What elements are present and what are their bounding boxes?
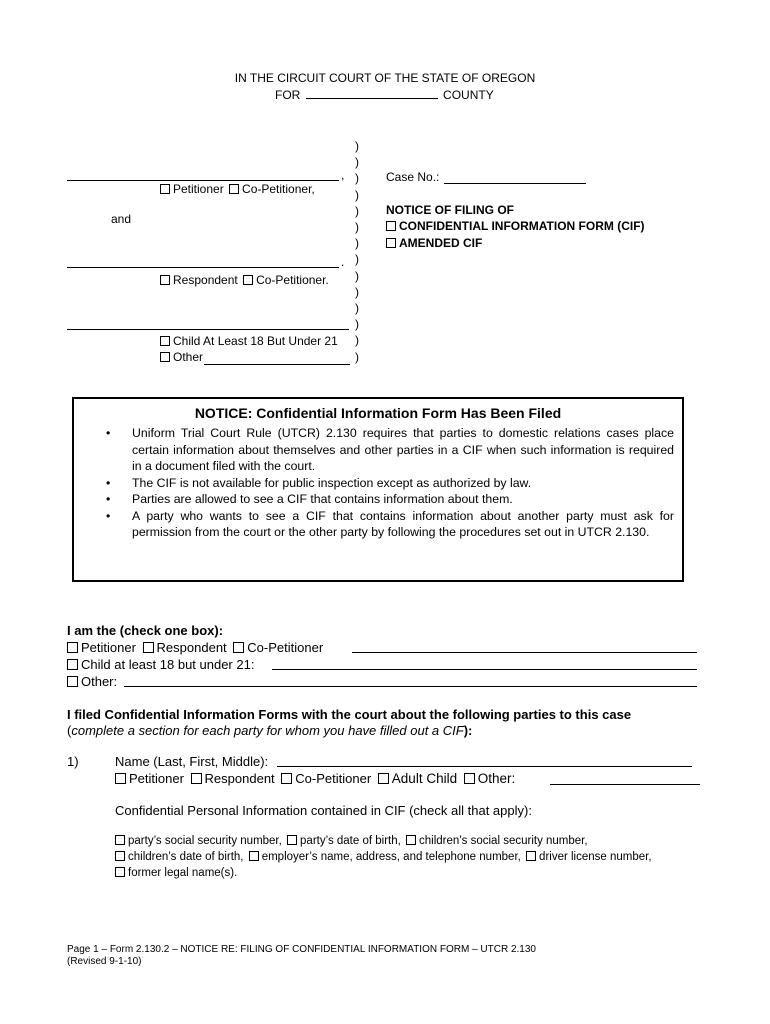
- party-name-line[interactable]: [277, 766, 692, 767]
- party-co-petitioner-label: Co-Petitioner: [295, 771, 372, 786]
- paren: ): [355, 171, 359, 186]
- child-option: [160, 334, 338, 348]
- petitioner-checkbox[interactable]: [160, 184, 170, 194]
- notice-item-text: A party who wants to see a CIF that contains information about another party must ask for permission from the court or the other party by following the procedures set out in UTCR 2.130.: [132, 508, 674, 539]
- party-co-petitioner-checkbox[interactable]: [281, 773, 292, 784]
- bullet-icon: •: [106, 508, 111, 523]
- court-heading: IN THE CIRCUIT COURT OF THE STATE OF OREGON: [234, 71, 536, 85]
- amended-cif-label: AMENDED CIF: [399, 236, 483, 250]
- cif-checkbox[interactable]: [386, 221, 396, 231]
- cpi-label: Confidential Personal Information contained in CIF (check all that apply):: [115, 803, 532, 818]
- party-other-line[interactable]: [550, 784, 700, 785]
- i-am-name-line[interactable]: [352, 652, 697, 653]
- cpi-row-3: [115, 867, 237, 879]
- paren: ): [355, 236, 359, 251]
- notice-list: [106, 425, 674, 541]
- respondent-checkbox[interactable]: [160, 275, 170, 285]
- paren: ): [355, 252, 359, 267]
- notice-item: [106, 425, 674, 475]
- open-paren: (: [67, 723, 72, 738]
- instruction-italic: complete a section for each party for whom you have filled out a CIF: [71, 723, 464, 738]
- dob-label: party’s date of birth,: [300, 835, 401, 847]
- party-name-label: Name (Last, First, Middle):: [115, 754, 269, 769]
- petitioner-options: [160, 182, 315, 196]
- child-ssn-label: children’s social security number,: [419, 835, 588, 847]
- child-dob-label: children’s date of birth,: [128, 851, 244, 863]
- paren: ): [355, 284, 359, 299]
- and-label: and: [111, 212, 132, 226]
- filed-instruction: [67, 722, 472, 739]
- paren: ): [355, 349, 359, 364]
- license-checkbox[interactable]: [526, 851, 536, 861]
- i-am-other-label: Other:: [81, 674, 118, 689]
- i-am-respondent-checkbox[interactable]: [143, 642, 154, 653]
- footer-form-info: Page 1 – Form 2.130.2 – NOTICE RE: FILING OF CONFIDENTIAL INFORMATION FORM – UTCR 2.130: [67, 944, 536, 955]
- child-checkbox[interactable]: [160, 336, 170, 346]
- paren: ): [355, 301, 359, 316]
- caption-parens: [355, 138, 365, 365]
- county-suffix: COUNTY: [443, 88, 494, 102]
- notice-item: [106, 475, 674, 492]
- i-am-other-line[interactable]: [124, 686, 697, 687]
- child-label: Child At Least 18 But Under 21: [173, 334, 338, 348]
- cpi-row-1: [115, 835, 588, 847]
- respondent-name-line[interactable]: [67, 267, 339, 268]
- cpi-row-2: [115, 851, 652, 863]
- paren: ): [355, 220, 359, 235]
- party-number: 1): [67, 754, 79, 769]
- i-am-child-option: [67, 656, 254, 673]
- paren: ): [355, 203, 359, 218]
- filed-heading: I filed Confidential Information Forms with the court about the following parties to this case: [67, 707, 632, 722]
- case-number-input[interactable]: [444, 183, 586, 184]
- caption-comma: ,: [341, 168, 345, 182]
- party-role-options: [115, 770, 515, 787]
- i-am-petitioner-label: Petitioner: [81, 640, 136, 655]
- i-am-co-petitioner-label: Co-Petitioner: [247, 640, 324, 655]
- co-petitioner2-checkbox[interactable]: [243, 275, 253, 285]
- child-ssn-checkbox[interactable]: [406, 835, 416, 845]
- paren: ): [355, 268, 359, 283]
- amended-cif-option: [386, 236, 482, 250]
- paren: ): [355, 317, 359, 332]
- county-input[interactable]: [306, 89, 438, 99]
- co-petitioner-label: Co-Petitioner,: [242, 182, 315, 196]
- close-paren: ):: [463, 723, 473, 738]
- petitioner-label: Petitioner: [173, 182, 224, 196]
- i-am-other-checkbox[interactable]: [67, 676, 78, 687]
- child-dob-checkbox[interactable]: [115, 851, 125, 861]
- footer-revised: (Revised 9-1-10): [67, 956, 142, 967]
- i-am-co-petitioner-checkbox[interactable]: [233, 642, 244, 653]
- paren: ): [355, 155, 359, 170]
- i-am-child-line[interactable]: [272, 669, 697, 670]
- i-am-child-label: Child at least 18 but under 21:: [81, 657, 255, 672]
- respondent-label: Respondent: [173, 273, 238, 287]
- i-am-petitioner-checkbox[interactable]: [67, 642, 78, 653]
- bullet-icon: •: [106, 492, 111, 506]
- ssn-checkbox[interactable]: [115, 835, 125, 845]
- respondent-options: [160, 273, 329, 287]
- party-respondent-checkbox[interactable]: [191, 773, 202, 784]
- notice-item: [106, 491, 674, 508]
- notice-item-text: The CIF is not available for public inspection except as authorized by law.: [132, 475, 532, 490]
- county-line: [275, 88, 494, 102]
- child-name-line[interactable]: [67, 329, 349, 330]
- party-adult-child-label: Adult Child: [391, 771, 458, 786]
- paren: ): [355, 187, 359, 202]
- party-petitioner-label: Petitioner: [129, 771, 184, 786]
- case-number: [386, 170, 439, 184]
- other-option: [160, 350, 203, 364]
- notice-item-text: Parties are allowed to see a CIF that contains information about them.: [132, 492, 513, 506]
- former-name-checkbox[interactable]: [115, 867, 125, 877]
- i-am-heading: I am the (check one box):: [67, 623, 224, 638]
- cif-option: [386, 219, 645, 233]
- notice-of-filing-title: NOTICE OF FILING OF: [386, 203, 514, 217]
- co-petitioner-checkbox[interactable]: [229, 184, 239, 194]
- caption-period: .: [341, 255, 345, 269]
- party-adult-child-checkbox[interactable]: [378, 773, 389, 784]
- i-am-respondent-label: Respondent: [156, 640, 227, 655]
- amended-cif-checkbox[interactable]: [386, 238, 396, 248]
- i-am-options: [67, 639, 323, 656]
- other-input-line[interactable]: [204, 364, 350, 365]
- co-petitioner2-label: Co-Petitioner.: [256, 273, 329, 287]
- notice-box: [72, 397, 684, 582]
- county-prefix: FOR: [275, 88, 301, 102]
- party-petitioner-checkbox[interactable]: [115, 773, 126, 784]
- paren: ): [355, 333, 359, 348]
- cif-option-label: CONFIDENTIAL INFORMATION FORM (CIF): [399, 219, 645, 233]
- paren: ): [355, 139, 359, 153]
- party-other-checkbox[interactable]: [464, 773, 475, 784]
- notice-item-text: Uniform Trial Court Rule (UTCR) 2.130 requires that parties to domestic relations cases place certain information about themselves and other parties in a CIF when such information is required in a document filed with the court.: [132, 426, 674, 473]
- other-checkbox[interactable]: [160, 352, 170, 362]
- i-am-child-checkbox[interactable]: [67, 659, 78, 670]
- dob-checkbox[interactable]: [287, 835, 297, 845]
- former-name-label: former legal name(s).: [128, 867, 238, 879]
- i-am-other-option: [67, 673, 117, 690]
- bullet-icon: •: [106, 426, 111, 440]
- notice-item: [106, 508, 674, 541]
- other-label: Other: [173, 350, 204, 364]
- employer-checkbox[interactable]: [249, 851, 259, 861]
- party-respondent-label: Respondent: [204, 771, 275, 786]
- ssn-label: party’s social security number,: [128, 835, 282, 847]
- employer-label: employer’s name, address, and telephone number,: [261, 851, 521, 863]
- notice-title: NOTICE: Confidential Information Form Has Been Filed: [194, 405, 562, 421]
- bullet-icon: •: [106, 475, 111, 490]
- license-label: driver license number,: [539, 851, 652, 863]
- party-other-label: Other:: [477, 771, 516, 786]
- petitioner-name-line[interactable]: [67, 180, 339, 181]
- case-no-label: Case No.:: [386, 170, 440, 184]
